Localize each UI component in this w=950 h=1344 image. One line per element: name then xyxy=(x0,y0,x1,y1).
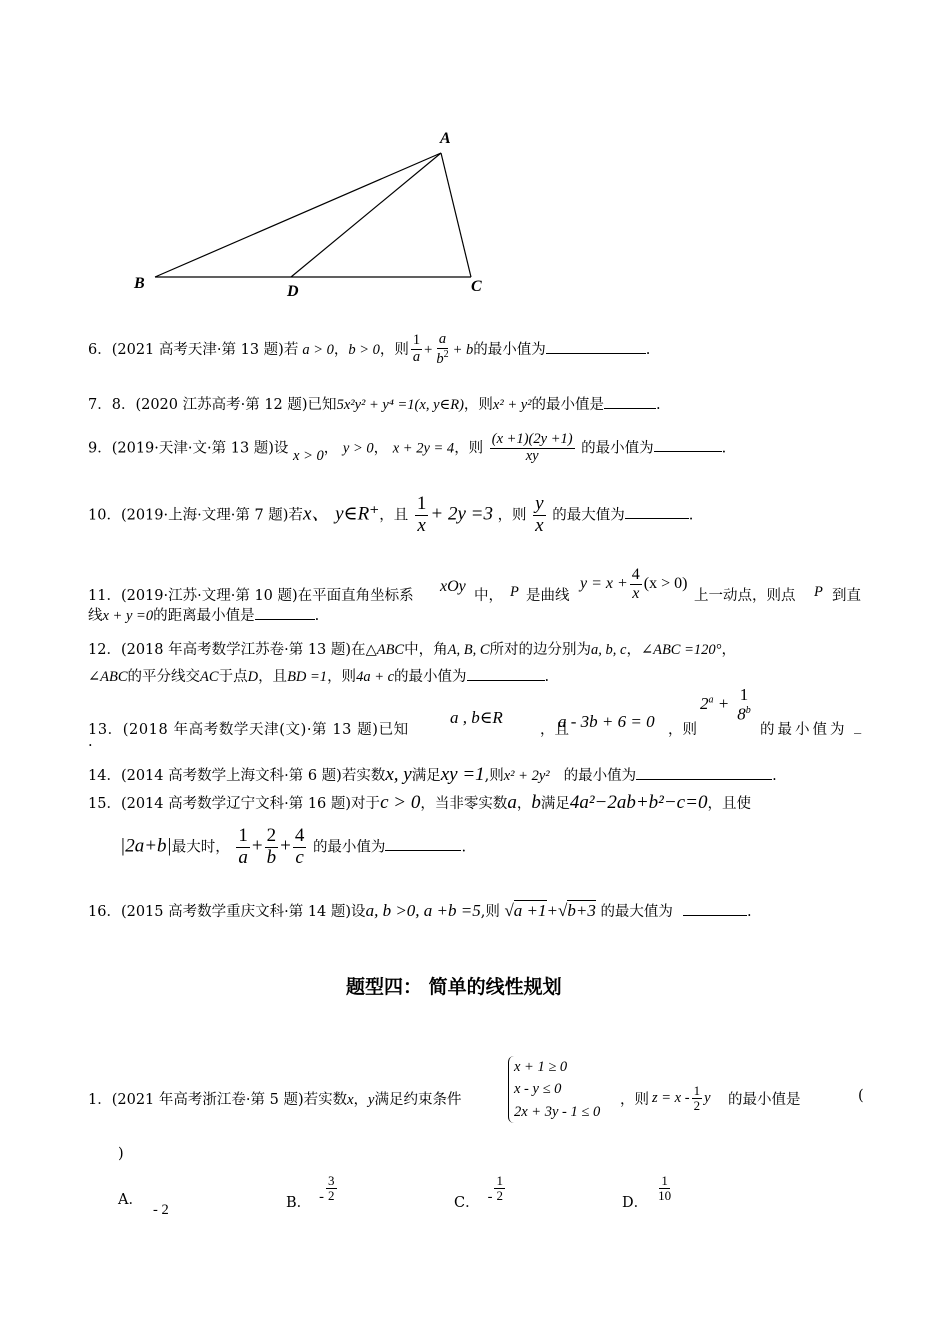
problem-9-fraction: $\frac{(x +1)(2y +1)}{xy}$ xyxy=(491,431,573,464)
fraction-a-over-b2: $\frac{a}{b^2}$ xyxy=(436,331,449,367)
answer-blank xyxy=(255,618,315,620)
curve-equation: y = x + $\frac{4}{x}$ (x > 0) xyxy=(580,566,688,602)
sqrt-expression: √a +1+√b+3 xyxy=(504,901,596,920)
problem-12: 12．(2018 年高考数学江苏卷·第 13 题)在△ABC中，角A, B, C所对的边分别为a, b, c，∠ABC =120°， ∠ABC的平分线交AC于点D，且BD =1，则4a + c的最小值为 . xyxy=(88,642,736,685)
problem-6-source: 6．(2021 高考天津·第 13 题)若 xyxy=(88,341,299,358)
problem-7-condition: 5x²y² + y⁴ =1(x, y∈R) xyxy=(336,397,464,413)
problem-7: 7．8．(2020 江苏高考·第 12 题)已知5x²y² + y⁴ =1(x, y∈R)，则x² + y²的最小值是 . xyxy=(88,397,661,413)
answer-blank xyxy=(683,914,747,916)
section-title: 题型四： 简单的线性规划 xyxy=(346,976,562,998)
answer-blank xyxy=(636,778,772,780)
fraction-1-over-x: $\frac{1}{x}$ xyxy=(416,493,427,536)
problem-13: 13．(2018 年高考数学天津(文)·第 13 题)已知 a , b∈R ，且 a - 3b + 6 = 0 ，则 $2^a$ + 1 8$^b$ 的最小值为 _ . xyxy=(88,685,862,750)
fraction-1-over-a: $\frac{1}{a}$ xyxy=(412,332,421,366)
constraint-system: x + 1 ≥ 0 x - y ≤ 0 2x + 3y - 1 ≤ 0 xyxy=(508,1056,600,1123)
answer-blank xyxy=(385,849,461,851)
side-ac xyxy=(441,153,471,277)
problem-10: 10．(2019·上海·文理·第 7 题)若x、 y∈R⁺，且 $\frac{1}{x}$ + 2y =3 ，则 $\frac{y}{x}$ 的最大值为 . xyxy=(88,493,694,536)
answer-blank xyxy=(546,352,646,354)
problem-11: 11．(2019·江苏·文理·第 10 题)在平面直角坐标系 xOy 中， P 是曲线 y = x + $\frac{4}{x}$ (x > 0) 上一动点，则点 P 到直 线x + y =0的距离最小值是 . xyxy=(88,566,861,624)
answer-blank xyxy=(625,517,689,519)
option-b[interactable]: B． - $\frac{3}{2}$ xyxy=(286,1173,335,1211)
problem-7-expression: x² + y² xyxy=(492,397,532,413)
problem-9: 9．(2019·天津·文·第 13 题)设 x > 0， y > 0， x + 2y = 4，则 $\frac{(x +1)(2y +1)}{xy}$ 的最小值为 . xyxy=(88,431,727,465)
side-ab xyxy=(155,153,441,277)
problem-13-expression: $2^a$ + 1 8$^b$ xyxy=(700,685,751,724)
problem-16: 16．(2015 高考数学重庆文科·第 14 题)设a, b >0, a +b =5,则 √a +1+√b+3 的最大值为 . xyxy=(88,901,752,920)
problem-15: 15．(2014 高考数学辽宁文科·第 16 题)对于c > 0，当非零实数a，b满足4a²−2ab+b²−c=0，且使 |2a+b|最大时， $\frac{1}{a}$ + $\frac{2}{b}$ + $\frac{4}{c}$ 的最小值为 . xyxy=(88,792,751,868)
condition-a: a > 0 xyxy=(302,341,334,358)
answer-blank xyxy=(604,407,656,409)
fraction-y-over-x: $\frac{y}{x}$ xyxy=(535,493,544,536)
option-c[interactable]: C． - $\frac{1}{2}$ xyxy=(454,1173,503,1211)
condition-b: b > 0 xyxy=(348,341,380,358)
triangle-figure xyxy=(125,125,495,305)
problem-6: 6．(2021 高考天津·第 13 题)若 a > 0，b > 0，则 $\frac{1}{a}$ + $\frac{a}{b^2}$ + b的最小值为 . xyxy=(88,331,651,367)
answer-blank xyxy=(467,679,545,681)
answer-blank xyxy=(654,450,722,452)
problem-14: 14．(2014 高考数学上海文科·第 6 题)若实数x, y满足xy =1,则x² + 2y² 的最小值为 . xyxy=(88,764,777,785)
option-a[interactable]: A．- 2 xyxy=(118,1192,169,1218)
label-d: D xyxy=(287,283,299,300)
objective-function: z = x - $\frac{1}{2}$ y xyxy=(652,1083,711,1114)
question-1-paren-close: ) xyxy=(118,1146,124,1162)
segment-ad xyxy=(291,153,441,277)
option-d[interactable]: D． $\frac{1}{10}$ xyxy=(622,1173,672,1211)
question-1: 1．(2021 年高考浙江卷·第 5 题)若实数x，y满足约束条件 x + 1 ≥ 0 x - y ≤ 0 2x + 3y - 1 ≤ 0 ，则 z = x - $\frac{1}{2}$ y 的最小值是 ( xyxy=(88,1056,878,1136)
label-a: A xyxy=(440,130,451,147)
label-c: C xyxy=(471,278,482,295)
label-b: B xyxy=(134,275,145,292)
